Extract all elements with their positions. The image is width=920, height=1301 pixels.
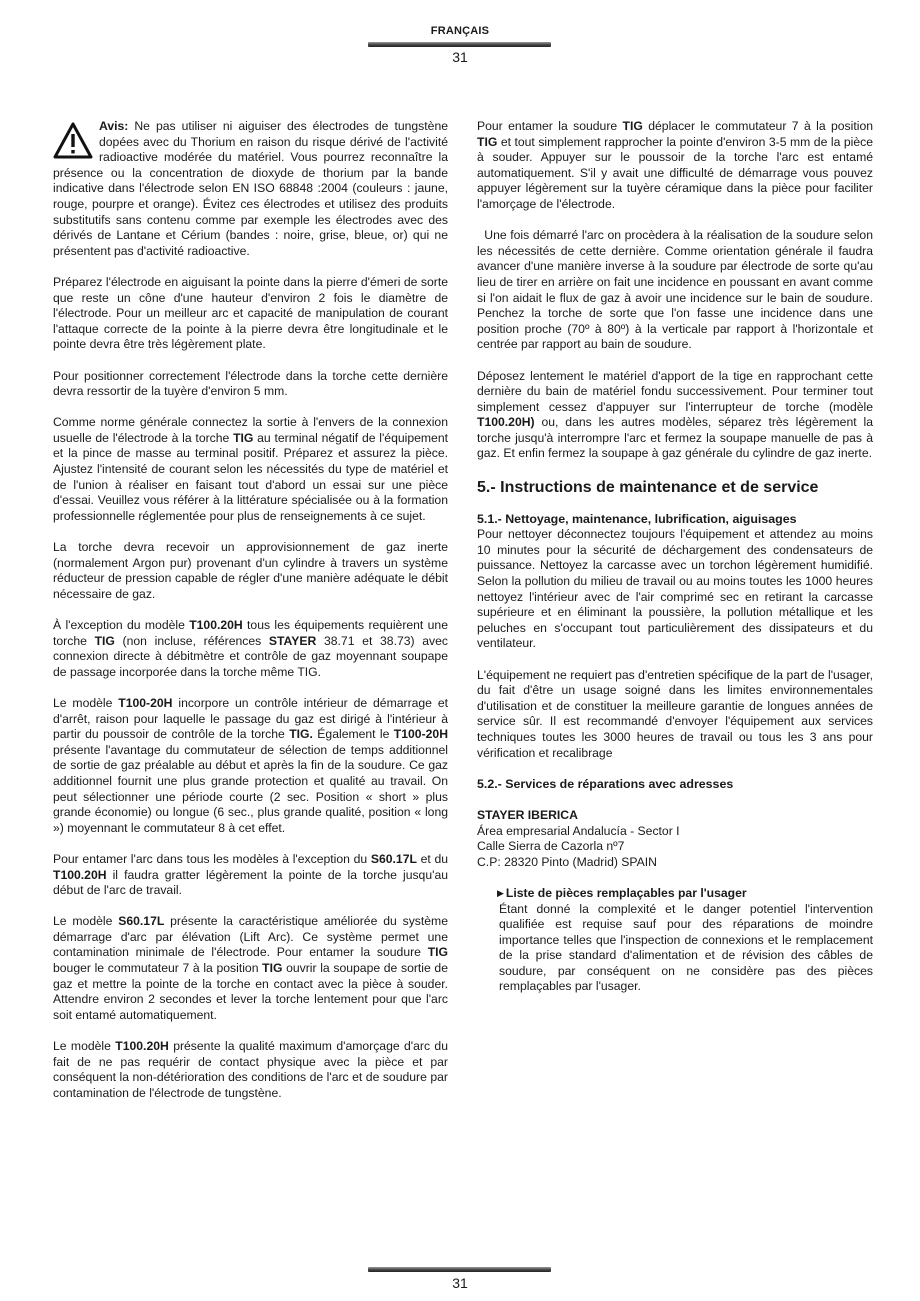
section-5-2-title: 5.2.- Services de réparations avec adresses [477,776,734,791]
right-column [477,119,873,995]
footer-bar [368,1267,551,1272]
paragraph-prepare-electrode: Préparez l'électrode en aiguisant la pointe dans la pierre d'émeri de sorte que reste un cône d'une hauteur d'environ 2 fois le diamètre de l'électrode. Pour un meilleur arc et capacité de manipulation de courant l'attaque correcte de la pointe à la pierre devra être longitudinale et le pointe devra être très légèrement plate. [53,274,448,352]
paragraph-start-arc: Pour entamer l'arc dans tous les modèles à l'exception du S60.17L et du T100.20H il faudra gratter légèrement la pointe de la torche jusqu'au début de l'arc de travail. [53,851,448,898]
paragraph-deposit-material: Déposez lentement le matériel d'apport de la tige en rapprochant cette dernière du bain de matériel fondu successivement. Pour terminer tout simplement cessez d'appuyer sur l'interrupteur de torche (modèle T100.20H) ou, dans les autres modèles, séparez très légèrement la torche jusqu'à interrompre l'arc et fermez la soupape manuelle de pas à gaz. Et enfin fermez la soupape à gaz générale du cylindre de gaz inerte. [477,368,873,461]
paragraph-equipment-maintenance: L'équipement ne requiert pas d'entretien spécifique de la part de l'usager, du fait d'être un usage soigné dans les limites environnementales d'utilisation et de constituer la meilleure garantie de longues années de service sûr. Il est recommandé d'envoyer l'équipement aux services techniques toutes les 3000 heures de travail ou tous les 3 ans pour vérification et recalibrage [477,667,873,760]
paragraph-gas-supply: La torche devra recevoir un approvisionnement de gaz inerte (normalement Argon pur) provenant d'un cylindre à travers un système réducteur de pression capable de régler d'une manière adéquate le débit nécessaire de gaz. [53,540,448,601]
paragraph-general-norm: Comme norme générale connectez la sortie à l'envers de la connexion usuelle de l'électrode à la torche TIG au terminal négatif de l'équipement et la pince de masse au terminal positif. Préparez et assurez la pièce. Ajustez l'intensité de courant selon les nécessités du type de matériel et de l'union à réaliser en faisant tout d'abord un essai sur une pièce d'essai. Veuillez vous référer à la littérature spécialisée ou à la formation professionnelle réglementée pour plus de renseignements à ce sujet. [53,415,448,523]
header-language: FRANÇAIS [430,25,490,37]
section-5-1-text: Pour nettoyer déconnectez toujours l'équipement et attendez au moins 10 minutes pour la sécurité de déchargement des condensateurs de puissance. Nettoyez la carcasse avec un torchon légèrement humidifié. Selon la pollution du milieu de travail ou au moins toutes les 1000 heures nettoyez l'intérieur avec de l'air comprimé sec en retirant la carcasse supérieure et en éliminant la poussière, la pollution métallique et les peluches en s'occupant tout particulièrement des dissipateurs et du ventilateur. [477,527,873,651]
warning-triangle-icon [53,121,93,161]
address-line-3: C.P: 28320 Pinto (Madrid) SPAIN [477,854,657,869]
header-page-number: 31 [452,49,468,65]
paragraph-t100-control: Le modèle T100-20H incorpore un contrôle intérieur de démarrage et d'arrêt, raison pour laquelle le passage du gaz est dirigé à l'intérieur à partir du poussoir de contrôle de la torche TIG. Également le T100-20H présente l'avantage du commutateur de sélection de temps additionnel de sortie de gaz préalable au début et après la fin de la soudure. Ce gaz additionnel fournit une plus grande protection et qualité au travail. On peut sélectionner une période courte (2 sec. Position « short » plus grande économie) ou longue (6 sec., plus grande qualité, position « long ») moyennant le commutateur 8 à cet effet. [53,695,448,835]
replaceable-parts-title: ▶ Liste de pièces remplaçables par l'usager [497,885,747,900]
header-bar [368,42,551,47]
address-line-2: Calle Sierra de Cazorla nº7 [477,839,625,854]
left-column [53,119,448,1117]
paragraph-exception: À l'exception du modèle T100.20H tous les équipements requièrent une torche TIG (non incluse, références STAYER 38.71 et 38.73) avec connexion directe à débitmètre et contrôle de gaz moyennant soupape de passage incorporée dans la torche même TIG. [53,618,448,679]
triangle-bullet-icon: ▶ [497,887,504,898]
paragraph-s60-lift-arc: Le modèle S60.17L présente la caractéristique améliorée du système démarrage d'arc par élévation (Lift Arc). Ce système permet une contamination minimale de l'électrode. Pour entamer la soudure TIG bouger le commutateur 7 à la position TIG ouvrir la soupape de sortie de gaz et mettre la pointe de la torche en contact avec la pièce à souder. Attendre environ 2 secondes et lever la torche lentement pour que l'arc soit entamé automatiquement. [53,914,448,1022]
address-company: STAYER IBERICA [477,807,578,822]
address-line-1: Área empresarial Andalucía - Sector I [477,823,680,838]
paragraph-position-electrode: Pour positionner correctement l'électrode dans la torche cette dernière devra ressortir de la tuyère d'environ 5 mm. [53,368,448,399]
service-address [477,808,873,870]
warning-label: Avis: [99,119,129,133]
paragraph-arc-started: Une fois démarré l'arc on procèdera à la réalisation de la soudure selon les nécessités de cette dernière. Comme orientation générale il faudra avancer d'une manière inverse à la soudure par électrode de sorte qu'au lieu de tirer en arrière on fait une incidence en poussant en avant comme si l'on aidait le flux de gaz à avoir une incidence sur le bain de soudure. Penchez la torche de sorte que l'on fasse une incidence dans une position proche (70º à 80º) à la verticale par rapport à l'horizontale et centrée par rapport au bain de soudure. [477,228,873,352]
footer-page-number: 31 [452,1275,468,1291]
section-5-title: 5.- Instructions de maintenance et de service [477,478,819,496]
replaceable-parts-text: Étant donné la complexité et le danger potentiel l'intervention qualifiée est requise sauf pour des réparations de moindre importance telles que l'inspection de connexions et le remplacement de la prise standard d'alimentation et de révision des câbles de soudure, par conséquent on ne considère pas des pièces remplaçables par l'usager. [499,901,873,994]
warning-text: Avis: Ne pas utiliser ni aiguiser des électrodes de tungstène dopées avec du Thorium en raison du risque dérivé de l'activité radioactive modérée du matériel. Vous pourrez reconnaître la présence ou la concentration de dioxyde de thorium par la bande indicative dans l'électrode selon EN ISO 68848 :2004 (couleurs : jaune, rouge, pourpre et orange). Évitez ces électrodes et utilisez des produits substitutifs sans contenu comme par exemple les électrodes avec des dérivés de Lantane et Cérium (bandes : noire, grise, bleue, or) qui ne présentent pas d'activité radioactive. [53,119,448,258]
paragraph-start-welding: Pour entamer la soudure TIG déplacer le commutateur 7 à la position TIG et tout simplement rapprocher la pointe d'environ 3-5 mm de la pièce à souder. Appuyer sur le poussoir de la torche l'arc est entamé automatiquement. S'il y avait une difficulté de démarrage vous pouvez appuyer légèrement sur la tuyère céramique dans la pièce pour faciliter l'amorçage de l'électrode. [477,119,873,211]
warning-notice [53,119,448,259]
section-5-1-title: 5.1.- Nettoyage, maintenance, lubrification, aiguisages [477,511,797,526]
paragraph-t100-quality: Le modèle T100.20H présente la qualité maximum d'amorçage d'arc du fait de ne pas requérir de contact physique avec la pièce et par conséquent la non-détérioration des conditions de l'arc et de soudure par contamination de l'électrode de tungstène. [53,1039,448,1100]
